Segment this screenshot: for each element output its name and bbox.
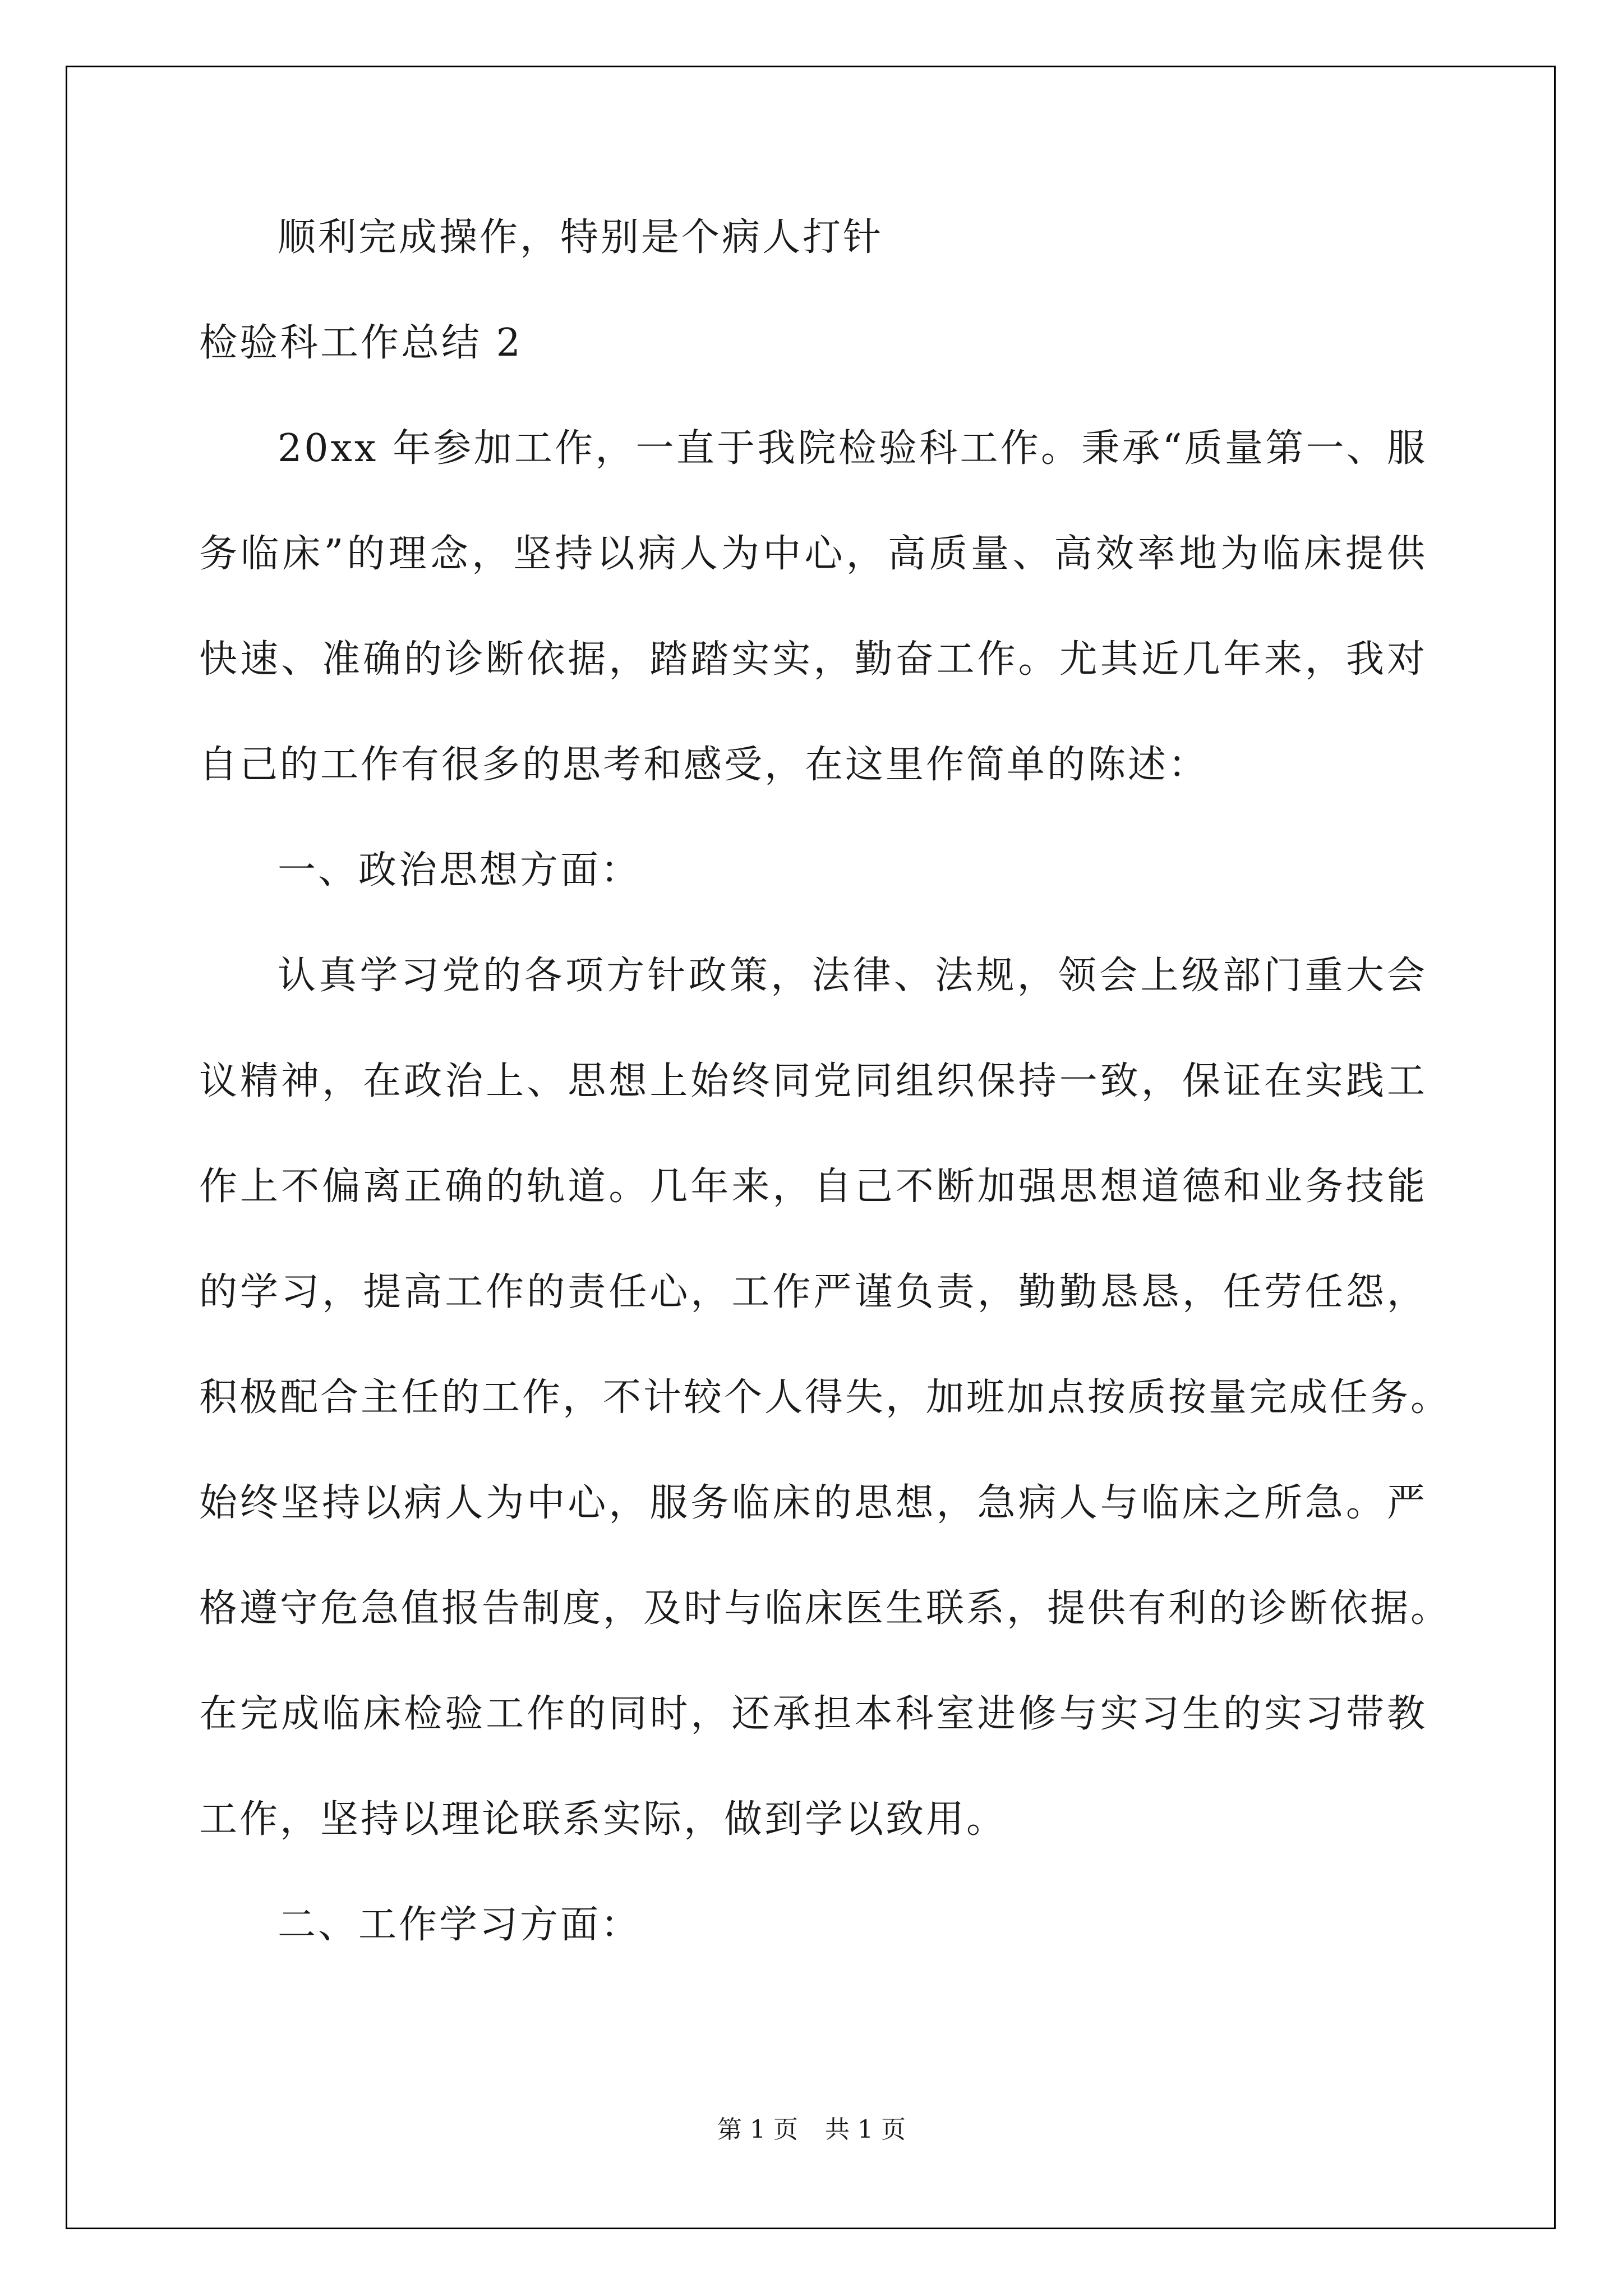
subsection-heading: 二、工作学习方面： (278, 1903, 642, 1947)
paragraph-line: 务临床”的理念，坚持以病人为中心，高质量、高效率地为临床提供 (199, 532, 1427, 576)
paragraph-line: 格遵守危急值报告制度，及时与临床医生联系，提供有利的诊断依据。 (199, 1586, 1451, 1631)
paragraph-line: 议精神，在政治上、思想上始终同党同组织保持一致，保证在实践工 (199, 1059, 1427, 1103)
paragraph-line: 自己的工作有很多的思考和感受，在这里作简单的陈述： (199, 743, 1209, 787)
paragraph-line: 20xx 年参加工作，一直于我院检验科工作。秉承“质量第一、服 (278, 426, 1427, 471)
paragraph-line: 在完成临床检验工作的同时，还承担本科室进修与实习生的实习带教 (199, 1692, 1427, 1736)
paragraph-line: 始终坚持以病人为中心，服务临床的思想，急病人与临床之所急。严 (199, 1481, 1427, 1525)
page-total: 共 1 页 (825, 2115, 906, 2144)
paragraph-line: 认真学习党的各项方针政策，法律、法规，领会上级部门重大会 (278, 954, 1427, 998)
paragraph-line: 作上不偏离正确的轨道。几年来，自己不断加强思想道德和业务技能 (199, 1165, 1427, 1209)
page-footer (0, 2115, 1623, 2144)
paragraph-line: 顺利完成操作，特别是个病人打针 (278, 215, 884, 260)
paragraph-line: 快速、准确的诊断依据，踏踏实实，勤奋工作。尤其近几年来，我对 (199, 637, 1427, 682)
paragraph-line: 积极配合主任的工作，不计较个人得失，加班加点按质按量完成任务。 (199, 1375, 1451, 1420)
subsection-heading: 一、政治思想方面： (278, 848, 642, 892)
paragraph-line: 工作，坚持以理论联系实际，做到学以致用。 (199, 1797, 1007, 1842)
section-title: 检验科工作总结 2 (199, 321, 523, 365)
page-number: 第 1 页 (717, 2115, 798, 2144)
paragraph-line: 的学习，提高工作的责任心，工作严谨负责，勤勤恳恳，任劳任怨， (199, 1270, 1427, 1314)
